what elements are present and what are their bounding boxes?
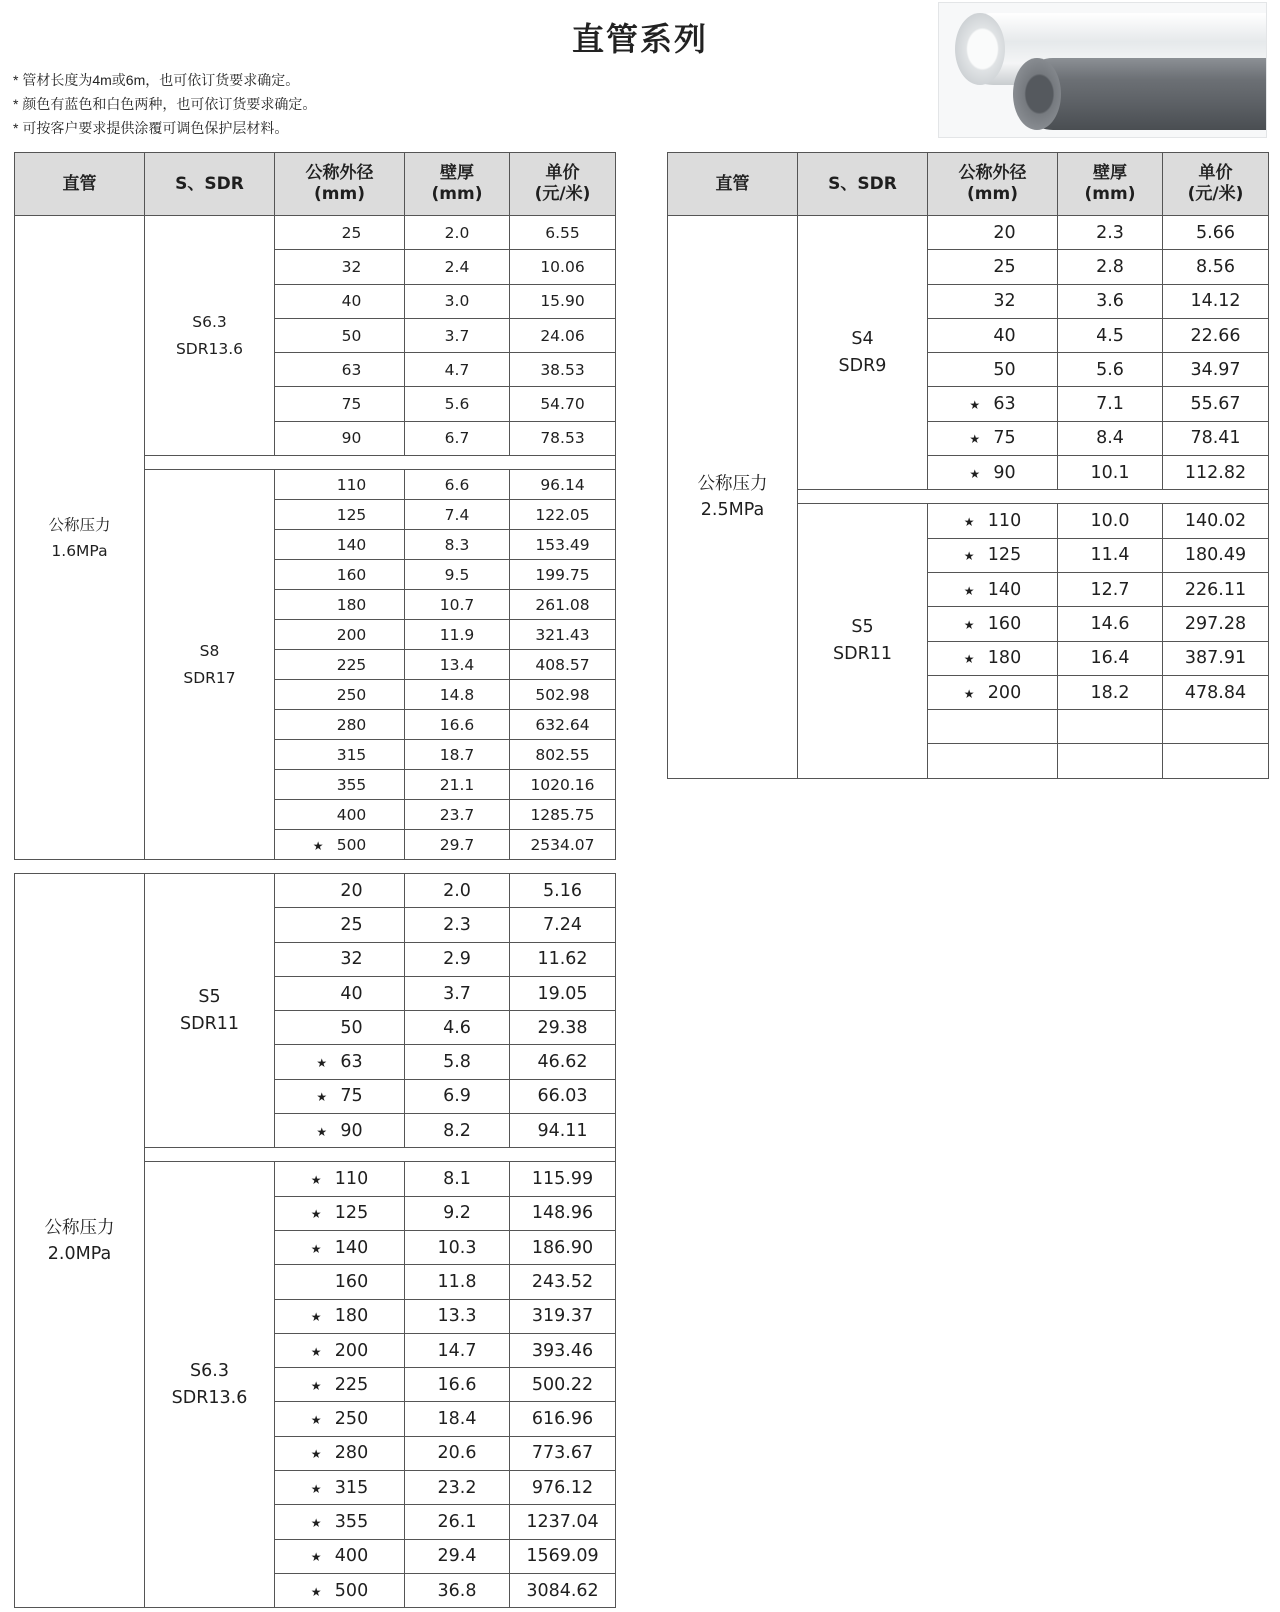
cell-wall-thickness: 3.7 <box>405 976 510 1010</box>
cell-diameter: 40 <box>928 318 1058 352</box>
cell-diameter: ★ 90 <box>928 456 1058 490</box>
cell-wall-thickness: 2.0 <box>405 874 510 908</box>
star-icon: ★ <box>310 1344 322 1359</box>
cell-wall-thickness: 13.3 <box>405 1299 510 1333</box>
star-icon: ★ <box>969 398 981 413</box>
header-price: 单价 (元/米) <box>510 153 616 216</box>
cell-diameter: 160 <box>275 560 405 590</box>
sdr-group-label: S6.3 SDR13.6 <box>145 1162 275 1608</box>
cell-unit-price: 616.96 <box>510 1402 616 1436</box>
cell-unit-price <box>1163 710 1269 744</box>
cell-diameter: ★ 75 <box>928 421 1058 455</box>
cell-unit-price: 15.90 <box>510 284 616 318</box>
cell-diameter: 32 <box>275 250 405 284</box>
cell-wall-thickness: 18.4 <box>405 1402 510 1436</box>
cell-wall-thickness: 8.3 <box>405 530 510 560</box>
cell-wall-thickness: 23.2 <box>405 1471 510 1505</box>
table-pressure-2-0mpa <box>14 873 616 1608</box>
table-header <box>15 153 616 216</box>
cell-wall-thickness <box>1058 744 1163 778</box>
star-icon: ★ <box>969 466 981 481</box>
star-icon: ★ <box>310 1584 322 1599</box>
cell-diameter: ★ 400 <box>275 1539 405 1573</box>
header-price: 单价 (元/米) <box>1163 153 1269 216</box>
cell-diameter: 50 <box>275 318 405 352</box>
star-icon: ★ <box>310 1413 322 1428</box>
cell-unit-price: 46.62 <box>510 1045 616 1079</box>
cell-wall-thickness: 2.4 <box>405 250 510 284</box>
cell-diameter: 355 <box>275 770 405 800</box>
cell-wall-thickness: 3.7 <box>405 318 510 352</box>
cell-wall-thickness: 14.8 <box>405 680 510 710</box>
star-icon: ★ <box>963 652 975 667</box>
notes <box>13 68 316 140</box>
cell-diameter: ★ 75 <box>275 1079 405 1113</box>
cell-wall-thickness: 6.7 <box>405 421 510 455</box>
cell-unit-price: 5.66 <box>1163 216 1269 250</box>
cell-wall-thickness: 18.2 <box>1058 675 1163 709</box>
cell-diameter <box>928 710 1058 744</box>
cell-diameter: ★ 500 <box>275 1573 405 1607</box>
cell-unit-price: 1285.75 <box>510 800 616 830</box>
cell-unit-price: 78.53 <box>510 421 616 455</box>
star-icon: ★ <box>963 686 975 701</box>
cell-unit-price: 500.22 <box>510 1368 616 1402</box>
header-diameter: 公称外径 (mm) <box>275 153 405 216</box>
cell-diameter: ★ 225 <box>275 1368 405 1402</box>
header-wall: 壁厚 (mm) <box>405 153 510 216</box>
cell-wall-thickness: 2.3 <box>405 908 510 942</box>
cell-diameter: 90 <box>275 421 405 455</box>
cell-wall-thickness: 10.1 <box>1058 456 1163 490</box>
cell-unit-price: 180.49 <box>1163 538 1269 572</box>
cell-diameter: 20 <box>275 874 405 908</box>
star-icon: ★ <box>312 838 324 853</box>
cell-diameter: ★ 200 <box>275 1333 405 1367</box>
cell-unit-price: 976.12 <box>510 1471 616 1505</box>
cell-diameter: ★ 160 <box>928 607 1058 641</box>
star-icon: ★ <box>963 549 975 564</box>
cell-unit-price: 478.84 <box>1163 675 1269 709</box>
cell-wall-thickness: 4.7 <box>405 353 510 387</box>
cell-diameter: ★ 63 <box>928 387 1058 421</box>
cell-wall-thickness: 9.5 <box>405 560 510 590</box>
cell-wall-thickness: 11.4 <box>1058 538 1163 572</box>
header-wall: 壁厚 (mm) <box>1058 153 1163 216</box>
star-icon: ★ <box>310 1550 322 1565</box>
cell-unit-price: 153.49 <box>510 530 616 560</box>
star-icon: ★ <box>963 515 975 530</box>
header-sdr: S、SDR <box>798 153 928 216</box>
cell-wall-thickness: 21.1 <box>405 770 510 800</box>
cell-wall-thickness: 16.4 <box>1058 641 1163 675</box>
cell-unit-price: 802.55 <box>510 740 616 770</box>
cell-wall-thickness: 14.6 <box>1058 607 1163 641</box>
cell-unit-price: 55.67 <box>1163 387 1269 421</box>
cell-diameter: ★ 63 <box>275 1045 405 1079</box>
star-icon: ★ <box>310 1173 322 1188</box>
cell-wall-thickness: 16.6 <box>405 1368 510 1402</box>
cell-unit-price: 186.90 <box>510 1230 616 1264</box>
cell-wall-thickness: 8.2 <box>405 1114 510 1148</box>
cell-diameter: ★ 125 <box>928 538 1058 572</box>
cell-wall-thickness: 6.6 <box>405 470 510 500</box>
cell-wall-thickness: 2.0 <box>405 216 510 250</box>
cell-diameter: ★ 90 <box>275 1114 405 1148</box>
note-color: * 颜色有蓝色和白色两种，也可依订货要求确定。 <box>13 96 317 112</box>
cell-diameter: 50 <box>928 353 1058 387</box>
cell-unit-price: 66.03 <box>510 1079 616 1113</box>
cell-wall-thickness: 13.4 <box>405 650 510 680</box>
cell-wall-thickness: 6.9 <box>405 1079 510 1113</box>
cell-unit-price: 94.11 <box>510 1114 616 1148</box>
cell-unit-price: 261.08 <box>510 590 616 620</box>
cell-wall-thickness: 10.0 <box>1058 504 1163 538</box>
cell-diameter: 225 <box>275 650 405 680</box>
star-icon: ★ <box>310 1207 322 1222</box>
cell-diameter: 250 <box>275 680 405 710</box>
cell-wall-thickness: 36.8 <box>405 1573 510 1607</box>
pressure-label: 公称压力 1.6MPa <box>15 216 145 860</box>
cell-diameter: ★ 315 <box>275 1471 405 1505</box>
cell-unit-price: 393.46 <box>510 1333 616 1367</box>
cell-unit-price: 319.37 <box>510 1299 616 1333</box>
cell-unit-price: 24.06 <box>510 318 616 352</box>
cell-diameter: 400 <box>275 800 405 830</box>
cell-unit-price: 297.28 <box>1163 607 1269 641</box>
cell-diameter: ★ 250 <box>275 1402 405 1436</box>
cell-unit-price: 14.12 <box>1163 284 1269 318</box>
cell-unit-price: 38.53 <box>510 353 616 387</box>
star-icon: ★ <box>310 1378 322 1393</box>
cell-wall-thickness: 12.7 <box>1058 572 1163 606</box>
cell-diameter: 180 <box>275 590 405 620</box>
cell-diameter: 32 <box>928 284 1058 318</box>
cell-unit-price: 112.82 <box>1163 456 1269 490</box>
cell-diameter <box>928 744 1058 778</box>
cell-wall-thickness: 5.6 <box>405 387 510 421</box>
cell-wall-thickness: 7.1 <box>1058 387 1163 421</box>
sdr-group-label: S4 SDR9 <box>798 216 928 490</box>
cell-diameter: 40 <box>275 976 405 1010</box>
header-pipe: 直管 <box>668 153 798 216</box>
cell-diameter: ★ 280 <box>275 1436 405 1470</box>
cell-unit-price: 773.67 <box>510 1436 616 1470</box>
table-pressure-2-5mpa <box>667 152 1269 779</box>
table-pressure-1-6mpa <box>14 152 616 860</box>
cell-wall-thickness: 8.4 <box>1058 421 1163 455</box>
star-icon: ★ <box>316 1090 328 1105</box>
cell-unit-price: 96.14 <box>510 470 616 500</box>
cell-diameter: ★ 110 <box>275 1162 405 1196</box>
cell-diameter: 315 <box>275 740 405 770</box>
cell-diameter: 40 <box>275 284 405 318</box>
cell-wall-thickness: 18.7 <box>405 740 510 770</box>
cell-unit-price: 243.52 <box>510 1265 616 1299</box>
cell-unit-price: 387.91 <box>1163 641 1269 675</box>
note-length: * 管材长度为4m或6m，也可依订货要求确定。 <box>13 72 300 88</box>
star-icon: ★ <box>310 1481 322 1496</box>
cell-diameter: 50 <box>275 1011 405 1045</box>
cell-wall-thickness: 4.6 <box>405 1011 510 1045</box>
cell-wall-thickness: 5.6 <box>1058 353 1163 387</box>
sdr-group-label: S5 SDR11 <box>798 504 928 778</box>
cell-unit-price: 19.05 <box>510 976 616 1010</box>
cell-unit-price: 11.62 <box>510 942 616 976</box>
cell-unit-price: 5.16 <box>510 874 616 908</box>
cell-unit-price: 321.43 <box>510 620 616 650</box>
cell-unit-price: 54.70 <box>510 387 616 421</box>
sdr-group-label: S8 SDR17 <box>145 470 275 860</box>
sdr-group-label: S6.3 SDR13.6 <box>145 216 275 456</box>
cell-diameter: 63 <box>275 353 405 387</box>
cell-unit-price: 1569.09 <box>510 1539 616 1573</box>
cell-wall-thickness: 20.6 <box>405 1436 510 1470</box>
cell-wall-thickness <box>1058 710 1163 744</box>
cell-wall-thickness: 5.8 <box>405 1045 510 1079</box>
cell-diameter: 75 <box>275 387 405 421</box>
cell-unit-price: 10.06 <box>510 250 616 284</box>
cell-wall-thickness: 29.4 <box>405 1539 510 1573</box>
cell-wall-thickness: 3.6 <box>1058 284 1163 318</box>
star-icon: ★ <box>310 1515 322 1530</box>
cell-unit-price: 122.05 <box>510 500 616 530</box>
cell-unit-price: 148.96 <box>510 1196 616 1230</box>
cell-diameter: ★ 200 <box>928 675 1058 709</box>
header-diameter: 公称外径 (mm) <box>928 153 1058 216</box>
cell-unit-price: 29.38 <box>510 1011 616 1045</box>
cell-unit-price: 22.66 <box>1163 318 1269 352</box>
cell-unit-price: 34.97 <box>1163 353 1269 387</box>
cell-wall-thickness: 2.3 <box>1058 216 1163 250</box>
cell-diameter: ★ 180 <box>928 641 1058 675</box>
cell-diameter: 110 <box>275 470 405 500</box>
cell-wall-thickness: 11.9 <box>405 620 510 650</box>
cell-unit-price: 199.75 <box>510 560 616 590</box>
cell-unit-price: 632.64 <box>510 710 616 740</box>
cell-diameter: 200 <box>275 620 405 650</box>
cell-wall-thickness: 23.7 <box>405 800 510 830</box>
cell-diameter: ★ 125 <box>275 1196 405 1230</box>
cell-unit-price: 3084.62 <box>510 1573 616 1607</box>
cell-unit-price: 7.24 <box>510 908 616 942</box>
cell-unit-price: 2534.07 <box>510 830 616 860</box>
cell-unit-price: 8.56 <box>1163 250 1269 284</box>
cell-wall-thickness: 29.7 <box>405 830 510 860</box>
star-icon: ★ <box>310 1447 322 1462</box>
cell-diameter: ★ 180 <box>275 1299 405 1333</box>
cell-wall-thickness: 26.1 <box>405 1505 510 1539</box>
cell-diameter: 32 <box>275 942 405 976</box>
cell-wall-thickness: 14.7 <box>405 1333 510 1367</box>
sdr-group-label: S5 SDR11 <box>145 874 275 1148</box>
star-icon: ★ <box>316 1124 328 1139</box>
cell-wall-thickness: 11.8 <box>405 1265 510 1299</box>
table-row <box>668 216 1269 250</box>
cell-unit-price: 140.02 <box>1163 504 1269 538</box>
cell-diameter: 25 <box>275 908 405 942</box>
cell-diameter: ★ 140 <box>928 572 1058 606</box>
cell-diameter: 160 <box>275 1265 405 1299</box>
cell-wall-thickness: 4.5 <box>1058 318 1163 352</box>
header-sdr: S、SDR <box>145 153 275 216</box>
note-coating: * 可按客户要求提供涂覆可调色保护层材料。 <box>13 120 289 136</box>
cell-unit-price: 78.41 <box>1163 421 1269 455</box>
cell-diameter: 140 <box>275 530 405 560</box>
cell-wall-thickness: 7.4 <box>405 500 510 530</box>
cell-wall-thickness: 10.7 <box>405 590 510 620</box>
star-icon: ★ <box>310 1310 322 1325</box>
page-title: 直管系列 <box>571 20 708 58</box>
cell-diameter: 280 <box>275 710 405 740</box>
cell-unit-price: 115.99 <box>510 1162 616 1196</box>
cell-diameter: ★ 500 <box>275 830 405 860</box>
cell-unit-price <box>1163 744 1269 778</box>
star-icon: ★ <box>969 432 981 447</box>
header-pipe: 直管 <box>15 153 145 216</box>
cell-unit-price: 502.98 <box>510 680 616 710</box>
cell-diameter: 25 <box>928 250 1058 284</box>
cell-unit-price: 226.11 <box>1163 572 1269 606</box>
star-icon: ★ <box>316 1056 328 1071</box>
cell-unit-price: 1020.16 <box>510 770 616 800</box>
table-header <box>668 153 1269 216</box>
cell-wall-thickness: 2.8 <box>1058 250 1163 284</box>
cell-wall-thickness: 9.2 <box>405 1196 510 1230</box>
cell-wall-thickness: 3.0 <box>405 284 510 318</box>
pressure-label: 公称压力 2.0MPa <box>15 874 145 1608</box>
cell-unit-price: 6.55 <box>510 216 616 250</box>
cell-wall-thickness: 10.3 <box>405 1230 510 1264</box>
cell-wall-thickness: 8.1 <box>405 1162 510 1196</box>
cell-diameter: ★ 355 <box>275 1505 405 1539</box>
cell-diameter: ★ 110 <box>928 504 1058 538</box>
cell-wall-thickness: 16.6 <box>405 710 510 740</box>
pressure-label: 公称压力 2.5MPa <box>668 216 798 779</box>
star-icon: ★ <box>963 583 975 598</box>
cell-unit-price: 408.57 <box>510 650 616 680</box>
star-icon: ★ <box>963 617 975 632</box>
pipe-product-image <box>938 2 1267 138</box>
table-row <box>15 874 616 908</box>
star-icon: ★ <box>310 1241 322 1256</box>
cell-unit-price: 1237.04 <box>510 1505 616 1539</box>
cell-diameter: ★ 140 <box>275 1230 405 1264</box>
cell-diameter: 20 <box>928 216 1058 250</box>
cell-diameter: 25 <box>275 216 405 250</box>
table-row <box>15 216 616 250</box>
cell-wall-thickness: 2.9 <box>405 942 510 976</box>
cell-diameter: 125 <box>275 500 405 530</box>
